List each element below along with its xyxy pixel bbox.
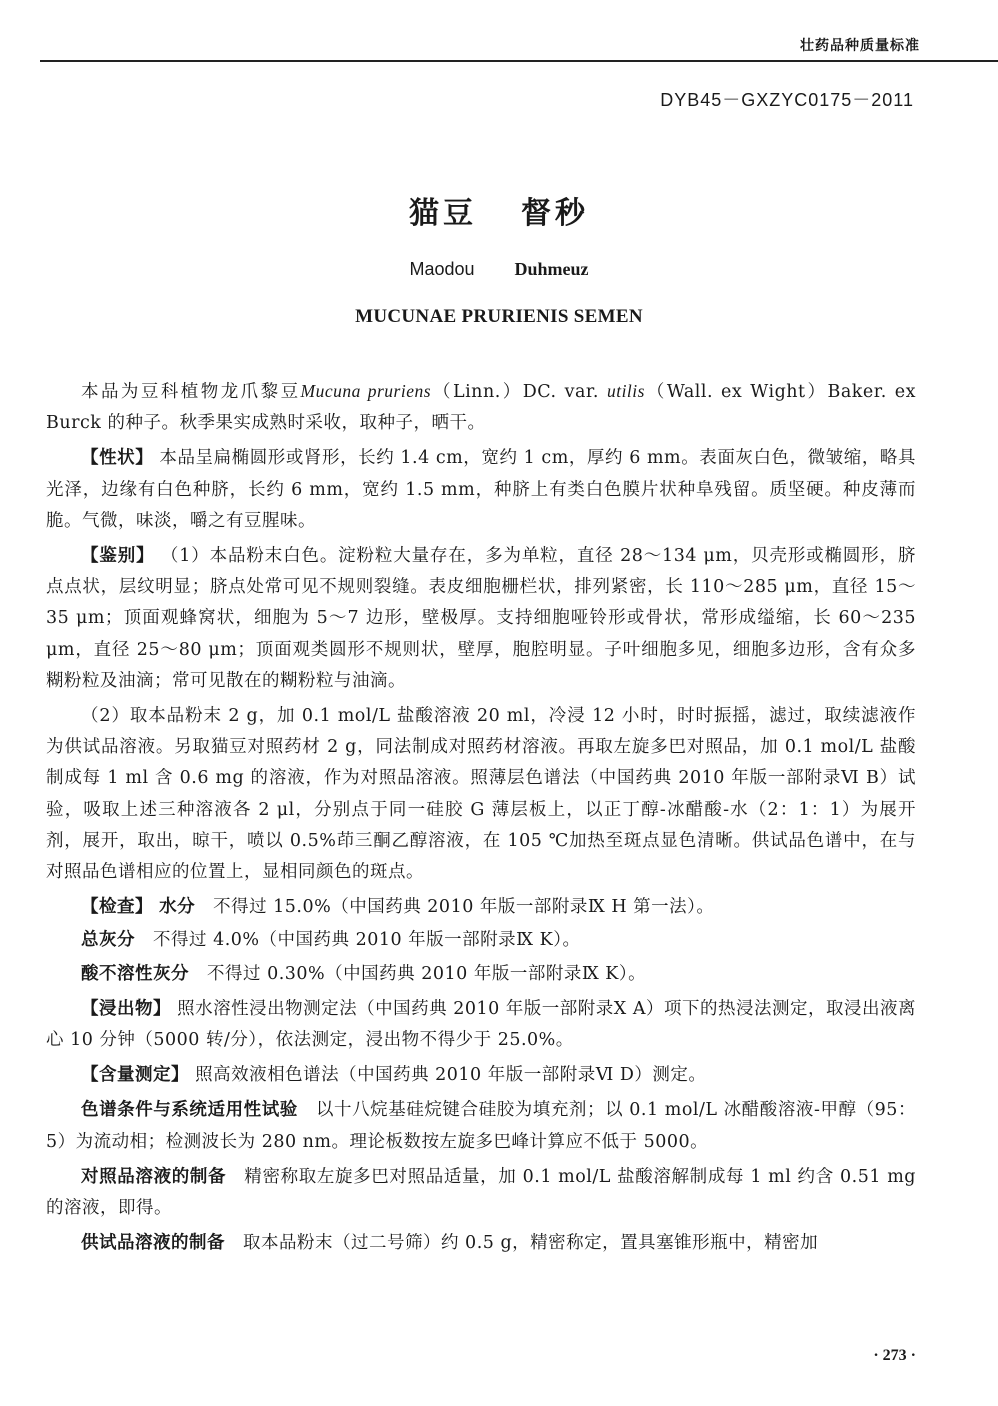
title-chinese bbox=[0, 188, 998, 232]
water-label: 水分 bbox=[159, 897, 196, 918]
test-solution-label: 供试品溶液的制备 bbox=[81, 1233, 225, 1254]
reference-solution-paragraph bbox=[46, 1162, 916, 1224]
water-text: 不得过 15.0%（中国药典 2010 年版一部附录Ⅸ H 第一法）。 bbox=[213, 897, 715, 918]
title-zhuang-name: 督秒 bbox=[521, 196, 589, 231]
section-xingzhuang bbox=[46, 443, 916, 537]
reference-solution-label: 对照品溶液的制备 bbox=[81, 1166, 227, 1187]
intro-genus: Mucuna pruriens bbox=[300, 381, 432, 401]
jianbie-text-2: （2）取本品粉末 2 g，加 0.1 mol/L 盐酸溶液 20 ml，冷浸 12 小时，时时振摇，滤过，取续滤液作为供试品溶液。另取猫豆对照药材 2 g，同法制成对照药材溶液。再取左旋多巴对照品，加 0.1 mol/L 盐酸制成每 1 ml 含 0.6 mg 的溶液，作为对照品溶液。照薄层色谱法（中国药典 2010 年版一部附录Ⅵ B）试验，吸取上述三种溶液各 2 μl，分别点于同一硅胶 G 薄层板上，以正丁醇-冰醋酸-水（2：1：1）为展开剂，展开，取出，晾干，喷以 0.5%茚三酮乙醇溶液，在 105 ℃加热至斑点显色清晰。供试品色谱中，在与对照品色谱相应的位置上，显相同颜色的斑点。 bbox=[46, 706, 916, 883]
intro-text-1: 本品为豆科植物龙爪黎豆 bbox=[81, 382, 301, 402]
ash-text: 不得过 4.0%（中国药典 2010 年版一部附录Ⅸ K）。 bbox=[153, 930, 581, 951]
section-hanliang bbox=[46, 1060, 916, 1091]
acid-ash-line bbox=[46, 959, 916, 990]
header-label: 壮药品种质量标准 bbox=[800, 38, 920, 54]
title-zhuang-roman: Duhmeuz bbox=[514, 259, 589, 279]
reference-solution-text: 精密称取左旋多巴对照品适量，加 0.1 mol/L 盐酸溶解制成每 1 ml 约含 0.51 mg 的溶液，即得。 bbox=[46, 1166, 917, 1219]
ash-label: 总灰分 bbox=[81, 930, 135, 951]
chromatography-paragraph bbox=[46, 1095, 916, 1157]
section-jinchuwu bbox=[46, 994, 916, 1056]
jinchuwu-text: 照水溶性浸出物测定法（中国药典 2010 年版一部附录Ⅹ A）项下的热浸法测定，取浸出液离心 10 分钟（5000 转/分），依法测定，浸出物不得少于 25.0%。 bbox=[46, 998, 916, 1051]
title-latin: MUCUNAE PRURIENIS SEMEN bbox=[355, 306, 643, 327]
jianbie-paragraph-2 bbox=[46, 701, 916, 888]
xingzhuang-text: 本品呈扁椭圆形或肾形，长约 1.4 cm，宽约 1 cm，厚约 6 mm。表面灰白色，微皱缩，略具光泽，边缘有白色种脐，长约 6 mm，宽约 1.5 mm，种脐上有类白色膜片状种阜残留。质坚硬。种皮薄而脆。气微，味淡，嚼之有豆腥味。 bbox=[46, 448, 916, 531]
section-jiancha bbox=[46, 892, 916, 923]
section-label-xingzhuang: 【性状】 bbox=[81, 448, 154, 469]
header-rule bbox=[40, 60, 998, 62]
title-romanized bbox=[0, 259, 998, 280]
standard-code: DYB45－GXZYC0175－2011 bbox=[660, 90, 914, 110]
chromatography-label: 色谱条件与系统适用性试验 bbox=[81, 1100, 298, 1121]
title-cn-name: 猫豆 bbox=[409, 196, 477, 231]
hanliang-text: 照高效液相色谱法（中国药典 2010 年版一部附录Ⅵ D）测定。 bbox=[195, 1065, 707, 1086]
intro-text-3: （Wall. ex Wight）Baker. ex Burck 的种子。秋季果实成熟时采收，取种子，晒干。 bbox=[46, 382, 917, 434]
chromatography-text: 以十八烷基硅烷键合硅胶为填充剂；以 0.1 mol/L 冰醋酸溶液-甲醇（95：5）为流动相；检测波长为 280 nm。理论板数按左旋多巴峰计算应不低于 5000。 bbox=[46, 1100, 917, 1152]
acid-ash-text: 不得过 0.30%（中国药典 2010 年版一部附录Ⅸ K）。 bbox=[207, 963, 647, 984]
section-label-jianbie: 【鉴别】 bbox=[81, 546, 155, 567]
title-pinyin: Maodou bbox=[409, 259, 475, 279]
section-label-jinchuwu: 【浸出物】 bbox=[81, 998, 172, 1019]
intro-variety: utilis bbox=[606, 381, 645, 401]
section-label-hanliang: 【含量测定】 bbox=[81, 1065, 189, 1086]
section-label-jiancha: 【检查】 bbox=[81, 897, 153, 918]
ash-line bbox=[46, 925, 916, 956]
jianbie-text-1: （1）本品粉末白色。淀粉粒大量存在，多为单粒，直径 28～134 μm，贝壳形或椭圆形，脐点点状，层纹明显；脐点处常可见不规则裂缝。表皮细胞栅栏状，排列紧密，长 110～285 μm，直径 15～35 μm；顶面观蜂窝状，细胞为 5～7 边形，壁极厚。支持细胞哑铃形或骨状，常形成缢缩，长 60～235 μm，直径 25～80 μm；顶面观类圆形不规则状，壁厚，胞腔明显。子叶细胞多见，细胞多边形，含有众多糊粉粒及油滴；常可见散在的糊粉粒与油滴。 bbox=[46, 546, 916, 691]
section-jianbie bbox=[46, 541, 916, 697]
monograph-body bbox=[46, 376, 916, 1263]
page-number: · 273 · bbox=[873, 1347, 916, 1364]
acid-ash-label: 酸不溶性灰分 bbox=[81, 963, 189, 984]
test-solution-text: 取本品粉末（过二号筛）约 0.5 g，精密称定，置具塞锥形瓶中，精密加 bbox=[243, 1233, 819, 1254]
test-solution-paragraph bbox=[46, 1228, 916, 1259]
intro-paragraph bbox=[46, 376, 916, 439]
intro-text-2: （Linn.）DC. var. bbox=[431, 382, 599, 402]
